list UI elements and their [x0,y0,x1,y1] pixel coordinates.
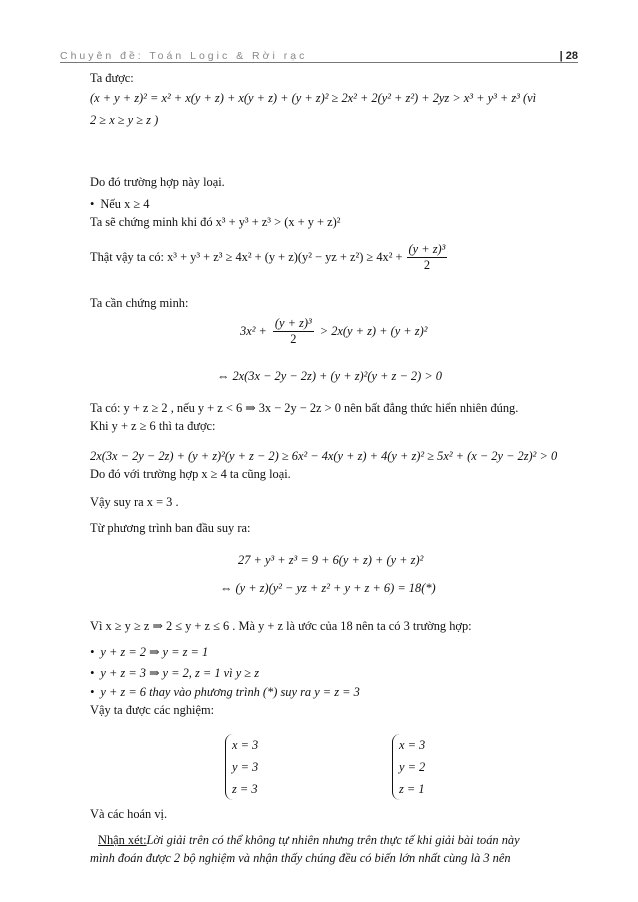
equation-line: ⇔ (y + z)(y² − yz + z² + y + z + 6) = 18(*) [220,581,436,595]
equation-text: 3x² + [240,324,267,339]
system-row: y = 2 [399,760,426,774]
text-line: Khi y + z ≥ 6 thì ta được: [90,419,216,433]
remark-line [98,832,520,848]
system-row: x = 3 [399,738,426,752]
text-line: Ta sẽ chứng minh khi đó x³ + y³ + z³ > (x + y + z)² [90,215,341,229]
text-line: Do đó trường hợp này loại. [90,175,225,189]
remark-line: mình đoán được 2 bộ nghiệm và nhận thấy chúng đều có biến lớn nhất cùng là 3 nên [90,851,511,865]
system-row: z = 1 [399,782,425,796]
text-line: Vậy ta được các nghiệm: [90,703,215,717]
system-row: y = 3 [232,760,259,774]
equation-line: ⇔ 2x(3x − 2y − 2z) + (y + z)²(y + z − 2) > 0 [217,369,442,383]
text-line: Từ phương trình ban đầu suy ra: [90,521,251,535]
page-number: | 28 [559,50,578,62]
fraction-denominator: 2 [290,331,297,346]
header-title: Chuyên đề: Toán Logic & Rời rạc [60,50,308,62]
page-header [60,40,578,63]
bullet-item: • y + z = 3 ⇒ y = 2, z = 1 vì y ≥ z [90,665,259,681]
text-line: Vì x ≥ y ≥ z ⇒ 2 ≤ y + z ≤ 6 . Mà y + z là ước của 18 nên ta có 3 trường hợp: [90,619,472,633]
equation-line [90,242,447,273]
text-line: Và các hoán vị. [90,807,168,821]
equation-text: > 2x(y + z) + (y + z)² [319,324,428,339]
remark-label: Nhận xét: [98,833,147,847]
fraction-numerator: (y + z)³ [274,316,312,330]
solution-system-1 [225,734,258,800]
text-line: Ta được: [90,71,134,85]
bullet-item: • Nếu x ≥ 4 [90,196,149,212]
text-line: Ta cần chứng minh: [90,296,189,310]
equation-line: 27 + y³ + z³ = 9 + 6(y + z) + (y + z)² [238,553,424,567]
fraction [407,242,448,273]
system-row: x = 3 [232,738,259,752]
text-line: Do đó với trường hợp x ≥ 4 ta cũng loại. [90,467,291,481]
fraction [273,316,314,347]
fraction-denominator: 2 [423,257,431,272]
remark-text: Lời giải trên có thể không tự nhiên nhưng trên thực tế khi giải bài toán này [146,833,520,847]
text-line: Ta có: y + z ≥ 2 , nếu y + z < 6 ⇒ 3x − 2y − 2z > 0 nên bất đẳng thức hiển nhiên đúng. [90,401,519,415]
equation-line: 2 ≥ x ≥ y ≥ z ) [90,113,159,127]
bullet-item: • y + z = 2 ⇒ y = z = 1 [90,644,208,660]
text-line: Vậy suy ra x = 3 . [90,495,179,509]
bullet-item: • y + z = 6 thay vào phương trình (*) suy ra y = z = 3 [90,684,360,700]
fraction-numerator: (y + z)³ [408,242,446,256]
equation-line [240,316,427,347]
equation-text: Thật vậy ta có: x³ + y³ + z³ ≥ 4x² + (y + z)(y² − yz + z²) ≥ 4x² + [90,250,403,265]
equation-line: 2x(3x − 2y − 2z) + (y + z)²(y + z − 2) ≥ 6x² − 4x(y + z) + 4(y + z)² ≥ 5x² + (x − 2y − 2z)² > 0 [90,449,558,463]
system-row: z = 3 [232,782,258,796]
equation-line: (x + y + z)² = x² + x(y + z) + x(y + z) + (y + z)² ≥ 2x² + 2(y² + z²) + 2yz > x³ + y³ + z³ (vì [90,91,537,105]
solution-system-2 [392,734,425,800]
